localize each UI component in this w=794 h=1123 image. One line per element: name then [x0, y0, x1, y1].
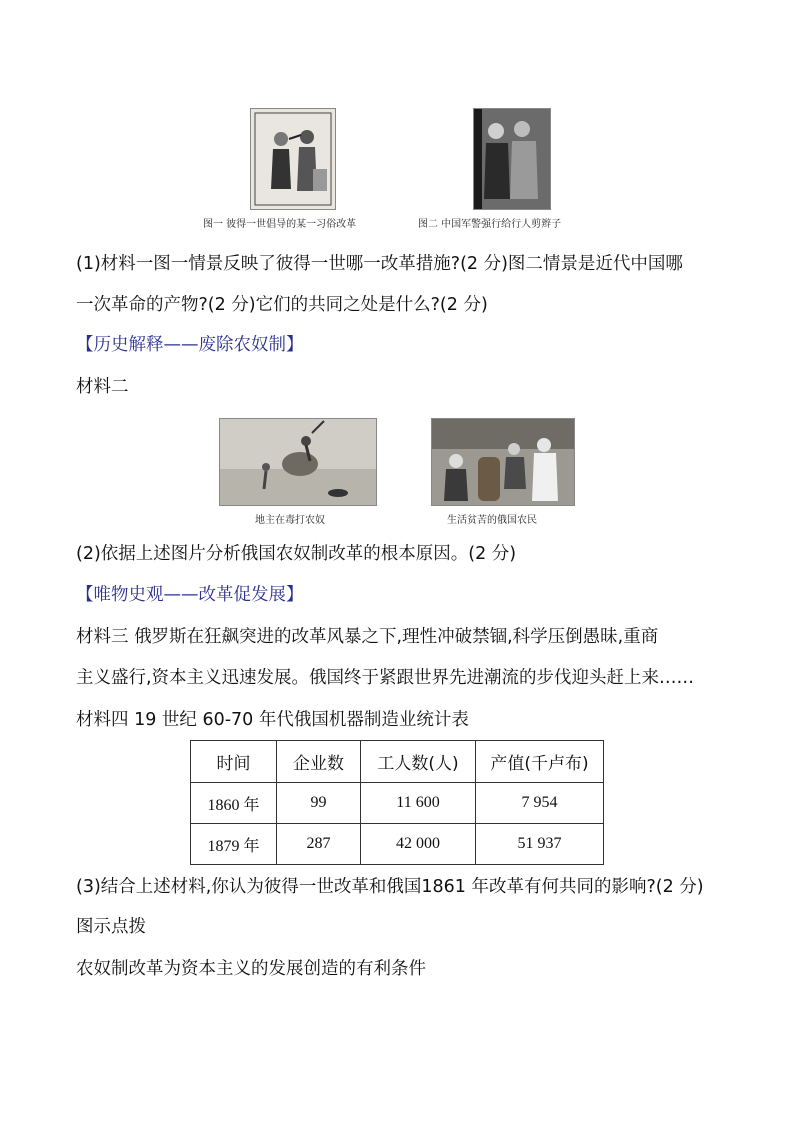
section-heading-historical-materialism: 【唯物史观——改革促发展】: [76, 585, 304, 605]
table-row: [191, 783, 604, 824]
machine-manufacturing-stats-table: [190, 740, 604, 865]
table-cell: 1879 年: [191, 824, 277, 865]
figure-4-caption: 生活贫苦的俄国农民: [447, 515, 537, 526]
table-cell: 287: [277, 824, 361, 865]
table-cell: 7 954: [476, 783, 604, 824]
hint-text: 农奴制改革为资本主义的发展创造的有利条件: [76, 959, 426, 979]
table-cell: 51 937: [476, 824, 604, 865]
material-3-line-1: 材料三 俄罗斯在狂飙突进的改革风暴之下,理性冲破禁锢,科学压倒愚昧,重商: [76, 627, 659, 647]
table-row: [191, 824, 604, 865]
table-header-cell: 产值(千卢布): [476, 741, 604, 783]
material-3-line-2: 主义盛行,资本主义迅速发展。俄国终于紧跟世界先进潮流的步伐迎头赶上来……: [76, 668, 695, 688]
material-4-title: 材料四 19 世纪 60-70 年代俄国机器制造业统计表: [76, 710, 469, 730]
figure-landlord-beating-serf-image: [219, 418, 377, 506]
figure-poor-russian-peasants-image: [431, 418, 575, 506]
section-heading-historical-interpretation: 【历史解释——废除农奴制】: [76, 335, 304, 355]
figure-3-caption: 地主在毒打农奴: [255, 515, 325, 526]
figure-queue-cutting-image: [473, 108, 551, 210]
table-header-cell: 时间: [191, 741, 277, 783]
table-header-cell: 企业数: [277, 741, 361, 783]
table-cell: 1860 年: [191, 783, 277, 824]
table-cell: 11 600: [361, 783, 476, 824]
question-2: (2)依据上述图片分析俄国农奴制改革的根本原因。(2 分): [76, 544, 517, 564]
figure-2-caption: 图二 中国军警强行给行人剪辫子: [418, 219, 562, 230]
table-header-cell: 工人数(人): [361, 741, 476, 783]
question-1-line-2: 一次革命的产物?(2 分)它们的共同之处是什么?(2 分): [76, 295, 488, 315]
table-header-row: [191, 741, 604, 783]
question-3: (3)结合上述材料,你认为彼得一世改革和俄国1861 年改革有何共同的影响?(2 分): [76, 877, 704, 897]
material-2-label: 材料二: [76, 377, 129, 397]
table-cell: 42 000: [361, 824, 476, 865]
hint-label: 图示点拨: [76, 917, 146, 937]
table-cell: 99: [277, 783, 361, 824]
question-1-line-1: (1)材料一图一情景反映了彼得一世哪一改革措施?(2 分)图二情景是近代中国哪: [76, 254, 683, 274]
figure-1-caption: 图一 彼得一世倡导的某一习俗改革: [203, 219, 357, 230]
figure-peter-reform-image: [250, 108, 336, 210]
